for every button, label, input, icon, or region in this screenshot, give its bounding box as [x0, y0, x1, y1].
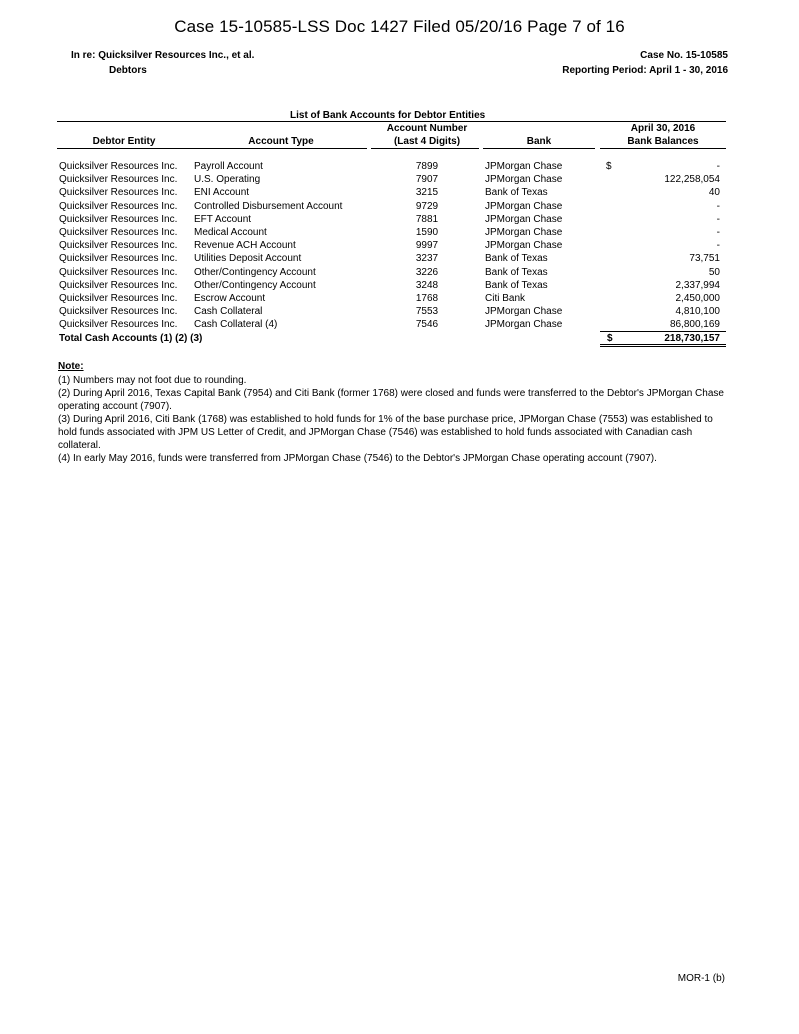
cell-account-type: Revenue ACH Account	[194, 240, 296, 252]
cell-account-number: 1590	[415, 227, 439, 238]
table-row	[57, 239, 726, 252]
reporting-period: Reporting Period: April 1 - 30, 2016	[562, 65, 728, 76]
case-caption	[71, 48, 254, 78]
cell-bank: Citi Bank	[485, 293, 526, 304]
cell-bank: Bank of Texas	[485, 279, 548, 291]
cell-bank: JPMorgan Chase	[485, 174, 563, 186]
header-underline-balance	[600, 148, 726, 149]
form-id-footer: MOR-1 (b)	[677, 973, 725, 984]
cell-balance: 122,258,054	[664, 174, 720, 186]
header-balance-line2: Bank Balances	[627, 136, 699, 147]
cell-bank: JPMorgan Chase	[485, 306, 563, 318]
cell-balance: 40	[708, 187, 720, 199]
cell-dollar-sign: $	[606, 161, 612, 172]
cell-account-number: 7899	[415, 161, 439, 172]
cell-debtor-entity: Quicksilver Resources Inc.	[59, 161, 178, 172]
cell-bank: JPMorgan Chase	[485, 213, 563, 225]
total-label: Total Cash Accounts (1) (2) (3)	[59, 333, 203, 344]
cell-account-number: 7546	[415, 319, 439, 331]
table-row	[57, 266, 726, 279]
cell-debtor-entity: Quicksilver Resources Inc.	[59, 279, 178, 291]
cell-account-type: Payroll Account	[194, 161, 263, 172]
cell-account-number: 3215	[415, 187, 439, 199]
table-row	[57, 186, 726, 199]
cell-debtor-entity: Quicksilver Resources Inc.	[59, 293, 178, 304]
cell-debtor-entity: Quicksilver Resources Inc.	[59, 266, 178, 278]
header-account-type: Account Type	[248, 136, 314, 147]
cell-bank: Bank of Texas	[485, 187, 548, 199]
cell-account-number: 7881	[415, 213, 439, 225]
header-account-number	[371, 122, 483, 148]
table-row	[57, 252, 726, 265]
cell-bank: JPMorgan Chase	[485, 200, 563, 212]
debtors-label: Debtors	[109, 65, 147, 76]
header-debtor-entity: Debtor Entity	[92, 136, 156, 147]
cell-account-type: Other/Contingency Account	[194, 266, 316, 278]
cell-account-type: ENI Account	[194, 187, 250, 199]
cell-balance: -	[716, 161, 720, 172]
cell-balance: -	[716, 213, 720, 225]
cell-account-number: 3226	[415, 266, 439, 278]
table-row	[57, 213, 726, 226]
cell-bank: JPMorgan Chase	[485, 240, 563, 252]
header-bank: Bank	[526, 136, 552, 147]
cell-balance: -	[716, 227, 720, 238]
note-1: (1) Numbers may not foot due to rounding.	[58, 375, 247, 386]
cell-account-number: 7907	[415, 174, 439, 186]
header-balance-line1: April 30, 2016	[630, 123, 696, 134]
cell-account-number: 9997	[415, 240, 439, 252]
cell-balance: 73,751	[689, 253, 720, 265]
cell-account-number: 3237	[415, 253, 439, 265]
total-value: 218,730,157	[664, 333, 720, 344]
cell-account-number: 7553	[415, 306, 439, 318]
notes-section	[58, 360, 726, 465]
cell-debtor-entity: Quicksilver Resources Inc.	[59, 174, 178, 186]
cell-account-number: 1768	[415, 293, 439, 304]
cell-account-number: 3248	[415, 279, 439, 291]
cell-bank: JPMorgan Chase	[485, 319, 563, 331]
cell-balance: 50	[708, 266, 720, 278]
cell-debtor-entity: Quicksilver Resources Inc.	[59, 200, 178, 212]
note-2: (2) During April 2016, Texas Capital Bank (7954) and Citi Bank (former 1768) were closed and funds were transferred to the Debtor's JPMorgan Chase operating account (7907).	[58, 388, 724, 412]
court-filing-stamp: Case 15-10585-LSS Doc 1427 Filed 05/20/16 Page 7 of 16	[174, 17, 625, 36]
table-row	[57, 173, 726, 186]
cell-bank: JPMorgan Chase	[485, 227, 563, 238]
cell-debtor-entity: Quicksilver Resources Inc.	[59, 240, 178, 252]
table-row	[57, 200, 726, 213]
cell-account-type: U.S. Operating	[194, 174, 261, 186]
cell-bank: JPMorgan Chase	[485, 161, 563, 172]
header-account-number-line2: (Last 4 Digits)	[393, 136, 461, 147]
table-row	[57, 279, 726, 292]
cell-bank: Bank of Texas	[485, 266, 548, 278]
table-row	[57, 318, 726, 331]
case-info	[562, 48, 728, 78]
cell-account-type: Cash Collateral	[194, 306, 263, 318]
table-row	[57, 226, 726, 239]
cell-balance: 2,337,994	[675, 279, 720, 291]
case-name: In re: Quicksilver Resources Inc., et al.	[71, 50, 255, 61]
total-double-rule-top	[600, 344, 726, 345]
cell-balance: 4,810,100	[675, 306, 720, 318]
cell-account-type: Controlled Disbursement Account	[194, 200, 343, 212]
note-4: (4) In early May 2016, funds were transferred from JPMorgan Chase (7546) to the Debtor's JPMorgan Chase operating account (7907).	[58, 453, 657, 464]
cell-account-type: Other/Contingency Account	[194, 279, 316, 291]
cell-account-number: 9729	[415, 200, 439, 212]
cell-account-type: EFT Account	[194, 213, 252, 225]
cell-balance: 86,800,169	[669, 319, 720, 331]
total-dollar-sign: $	[607, 333, 613, 344]
cell-bank: Bank of Texas	[485, 253, 548, 265]
cell-debtor-entity: Quicksilver Resources Inc.	[59, 319, 178, 331]
header-underline-bank	[483, 148, 595, 149]
cell-account-type: Medical Account	[194, 227, 267, 238]
case-number: Case No. 15-10585	[640, 50, 728, 61]
total-double-rule-bottom	[600, 346, 726, 347]
cell-debtor-entity: Quicksilver Resources Inc.	[59, 187, 178, 199]
table-row	[57, 305, 726, 318]
header-underline-entity	[57, 148, 193, 149]
notes-heading: Note:	[58, 361, 84, 372]
cell-debtor-entity: Quicksilver Resources Inc.	[59, 306, 178, 318]
cell-balance: 2,450,000	[675, 293, 720, 304]
cell-account-type: Escrow Account	[194, 293, 266, 304]
cell-account-type: Utilities Deposit Account	[194, 253, 302, 265]
header-underline-acct	[371, 148, 479, 149]
header-account-number-line1: Account Number	[386, 123, 468, 134]
table-row	[57, 160, 726, 173]
cell-account-type: Cash Collateral (4)	[194, 319, 278, 331]
note-3: (3) During April 2016, Citi Bank (1768) was established to hold funds for 1% of the base purchase price, JPMorgan Chase (7553) was established to hold funds associated with JPM US Letter of Credit, and JPMorgan Chase (7546) was established to hold funds associated with Canadian cash collateral.	[58, 414, 713, 451]
cell-debtor-entity: Quicksilver Resources Inc.	[59, 213, 178, 225]
header-bank-balances	[600, 122, 726, 148]
table-title: List of Bank Accounts for Debtor Entities	[290, 110, 486, 121]
cell-debtor-entity: Quicksilver Resources Inc.	[59, 227, 178, 238]
cell-balance: -	[716, 240, 720, 252]
cell-debtor-entity: Quicksilver Resources Inc.	[59, 253, 178, 265]
cell-balance: -	[716, 200, 720, 212]
header-underline-type	[193, 148, 367, 149]
table-row	[57, 292, 726, 305]
